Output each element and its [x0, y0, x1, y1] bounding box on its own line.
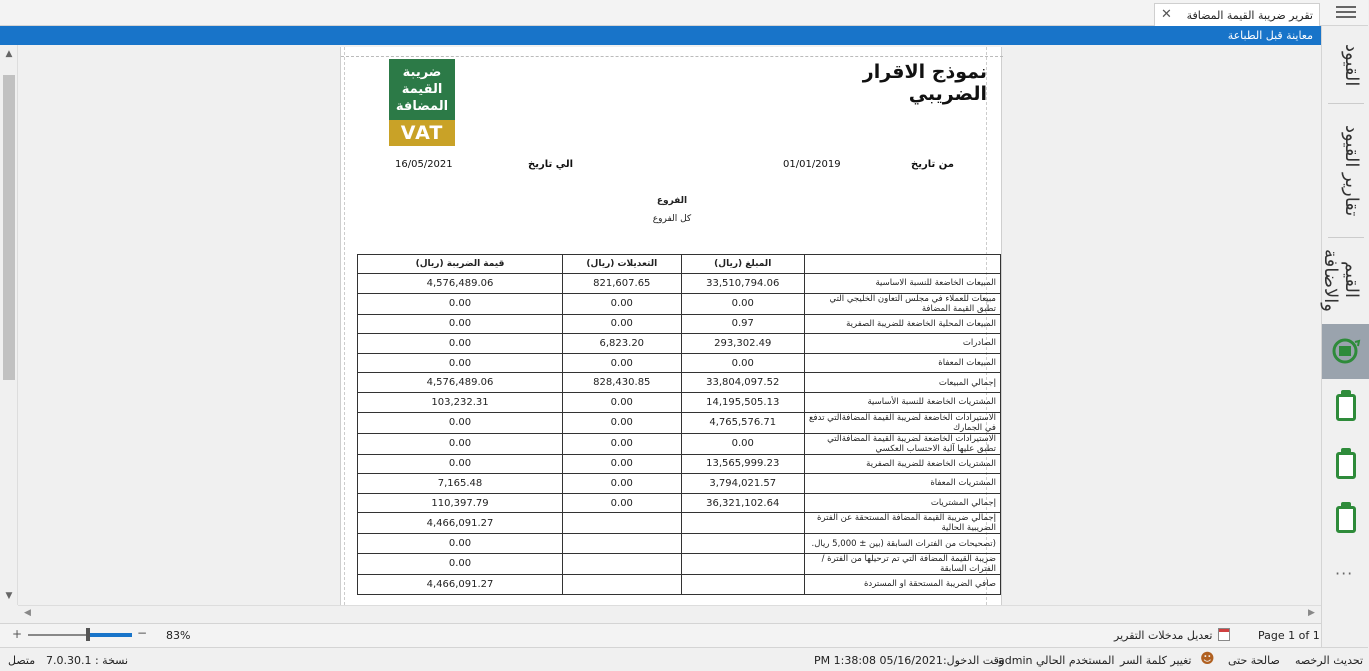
scroll-right-icon[interactable]: ▶ [1308, 608, 1315, 618]
page-margin-line [341, 56, 1003, 57]
row-value [681, 553, 804, 574]
row-value: 3,794,021.57 [681, 474, 804, 494]
table-row [358, 454, 1001, 474]
edit-report-inputs-button[interactable]: تعديل مدخلات التقرير [1114, 629, 1213, 642]
vat-logo [389, 59, 455, 146]
table-row [358, 274, 1001, 294]
row-value: 7,165.48 [358, 474, 563, 494]
row-value: 0.00 [358, 334, 563, 354]
sidebar-item-active[interactable] [1322, 324, 1369, 379]
report-tab-title: تقرير ضريبة القيمة المضافة [1186, 8, 1313, 22]
row-description: المبيعات الخاضعة للنسبة الاساسية [804, 274, 1000, 294]
table-row [358, 493, 1001, 513]
horizontal-scrollbar[interactable] [18, 605, 1321, 623]
license-valid-until: صالحة حتى [1228, 654, 1280, 667]
row-value: 828,430.85 [563, 373, 682, 393]
row-value: 0.00 [563, 293, 682, 314]
connection-status: متصل [8, 654, 36, 667]
row-value: 0.00 [563, 454, 682, 474]
viewer-status-bar [0, 623, 1321, 647]
current-user: المستخدم الحالي admin [998, 654, 1115, 667]
calendar-icon[interactable] [1218, 628, 1230, 641]
scroll-down-icon[interactable]: ▼ [5, 591, 13, 601]
row-value: 0.00 [563, 433, 682, 454]
print-preview-banner: معاينة قبل الطباعة [0, 26, 1321, 45]
row-description: إجمالي المبيعات [804, 373, 1000, 393]
row-value: 4,765,576.71 [681, 412, 804, 433]
from-date-label: من تاريخ [911, 159, 954, 170]
row-value: 293,302.49 [681, 334, 804, 354]
row-description: الاستيرادات الخاضعة لضريبة القيمة المضافةالتي تطبق عليها آلية الاحتساب العكسي [804, 433, 1000, 454]
row-value: 4,466,091.27 [358, 513, 563, 534]
row-value: 0.00 [358, 314, 563, 334]
table-row [358, 334, 1001, 354]
table-row [358, 392, 1001, 412]
branch-value: كل الفروع [652, 214, 692, 224]
row-value [563, 534, 682, 554]
scroll-left-icon[interactable]: ◀ [24, 608, 31, 618]
report-tab[interactable] [1154, 3, 1320, 26]
row-value: 4,466,091.27 [358, 574, 563, 594]
title-bar [0, 0, 1368, 26]
row-description: إجمالي المشتريات [804, 493, 1000, 513]
table-row [358, 553, 1001, 574]
row-value: 33,510,794.06 [681, 274, 804, 294]
row-value: 4,576,489.06 [358, 373, 563, 393]
table-row [358, 412, 1001, 433]
sidebar-divider [1328, 237, 1364, 238]
row-value: 0.00 [563, 353, 682, 373]
table-row [358, 474, 1001, 494]
vat-table [357, 254, 1001, 595]
app-status-bar [0, 647, 1368, 671]
row-value: 0.00 [681, 433, 804, 454]
row-description: صافي الضريبة المستحقة او المستردة [804, 574, 1000, 594]
clipboard-report-icon[interactable] [1333, 448, 1359, 480]
row-value: 0.00 [358, 293, 563, 314]
row-value: 13,565,999.23 [681, 454, 804, 474]
row-description: ضريبة القيمة المضافة التي تم ترحيلها من الفترة / الفترات السابقة [804, 553, 1000, 574]
row-description: المشتريات الخاضعة للضريبة الصفرية [804, 454, 1000, 474]
table-header-cell: التعديلات (ريال) [563, 255, 682, 274]
row-value: 0.00 [358, 433, 563, 454]
login-time: وقت الدخول:05/16/2021 1:38:08 PM [814, 654, 1005, 667]
table-row [358, 534, 1001, 554]
zoom-slider-fill [88, 633, 132, 637]
row-value: 0.00 [358, 353, 563, 373]
row-description: مبيعات للعملاء في مجلس التعاون الخليجي التي تطبق القيمة المضافة [804, 293, 1000, 314]
table-row [358, 574, 1001, 594]
users-icon[interactable]: ☻ [1200, 651, 1215, 667]
row-value: 0.00 [563, 474, 682, 494]
row-description: (تصحيحات من الفترات السابقة (بين ± 5,000 ريال. [804, 534, 1000, 554]
branch-label: الفروع [656, 196, 688, 206]
row-value [681, 513, 804, 534]
currency-refresh-icon [1322, 324, 1369, 379]
scrollbar-thumb[interactable] [3, 75, 15, 380]
change-password-link[interactable]: تغيير كلمة السر [1120, 654, 1192, 667]
row-value: 110,397.79 [358, 493, 563, 513]
row-value: 0.00 [358, 534, 563, 554]
scroll-up-icon[interactable]: ▲ [5, 49, 13, 59]
zoom-level: 83% [166, 629, 191, 642]
sidebar-divider [1328, 103, 1364, 104]
zoom-in-button[interactable]: + [12, 627, 23, 641]
row-value: 0.00 [681, 353, 804, 373]
row-value: 6,823.20 [563, 334, 682, 354]
row-value: 0.00 [563, 412, 682, 433]
table-header-row [358, 255, 1001, 274]
row-value: 14,195,505.13 [681, 392, 804, 412]
sidebar-item-values[interactable]: القيم والاضافة [1320, 248, 1362, 312]
table-row [358, 373, 1001, 393]
row-description: الاستيرادات الخاضعة لضريبة القيمة المضافةالتي تدفع في الجمارك [804, 412, 1000, 433]
table-row [358, 314, 1001, 334]
row-value: 33,804,097.52 [681, 373, 804, 393]
sidebar-item-entry-reports[interactable]: تقارير القيود [1341, 125, 1362, 217]
more-options-icon[interactable]: ··· [1335, 564, 1354, 583]
row-description: إجمالي ضريبة القيمة المضافة المستحقة عن الفترة الضريبية الحالية [804, 513, 1000, 534]
report-page [340, 47, 1002, 605]
row-value: 0.00 [563, 314, 682, 334]
zoom-out-button[interactable]: − [137, 626, 148, 640]
row-value: 103,232.31 [358, 392, 563, 412]
table-header-cell [804, 255, 1000, 274]
version-label: نسخة : 7.0.30.1 [46, 654, 129, 667]
to-date-value: 16/05/2021 [395, 159, 453, 170]
row-description: المبيعات المعفاة [804, 353, 1000, 373]
table-row [358, 293, 1001, 314]
row-value [563, 553, 682, 574]
row-value: 0.00 [358, 412, 563, 433]
page-count: Page 1 of 1 [1258, 629, 1320, 642]
zoom-slider-thumb[interactable] [86, 628, 90, 641]
sidebar-item-entries[interactable]: القيود [1341, 43, 1362, 87]
vat-logo-mark: VAT [389, 120, 455, 146]
row-value [681, 534, 804, 554]
vat-logo-arabic: ضريبة القيمة المضافة [389, 59, 455, 120]
table-header-cell: المبلغ (ريال) [681, 255, 804, 274]
row-value [563, 513, 682, 534]
table-row [358, 433, 1001, 454]
row-description: المبيعات المحلية الخاضعة للضريبة الصفرية [804, 314, 1000, 334]
page-margin-line [344, 47, 345, 605]
row-value: 0.97 [681, 314, 804, 334]
report-viewer [0, 45, 1321, 623]
table-row [358, 353, 1001, 373]
row-value: 0.00 [563, 392, 682, 412]
clipboard-list-icon[interactable] [1333, 390, 1359, 422]
row-description: الصادرات [804, 334, 1000, 354]
right-sidebar [1321, 26, 1368, 647]
clipboard-check-icon[interactable] [1333, 502, 1359, 534]
row-description: المشتريات الخاضعة للنسبة الأساسية [804, 392, 1000, 412]
row-value: 821,607.65 [563, 274, 682, 294]
row-value [563, 574, 682, 594]
update-license-link[interactable]: تحديث الرخصه [1295, 654, 1364, 667]
from-date-value: 01/01/2019 [783, 159, 841, 170]
row-value: 0.00 [563, 493, 682, 513]
row-value: 0.00 [358, 553, 563, 574]
row-value: 36,321,102.64 [681, 493, 804, 513]
vertical-scrollbar[interactable] [0, 45, 18, 605]
report-title: نموذج الاقرار الضريبي [862, 61, 987, 105]
hamburger-menu-icon[interactable] [1336, 6, 1356, 20]
row-value: 0.00 [681, 293, 804, 314]
table-header-cell: قيمة الضريبة (ريال) [358, 255, 563, 274]
to-date-label: الي تاريخ [528, 159, 574, 170]
row-value: 4,576,489.06 [358, 274, 563, 294]
row-value [681, 574, 804, 594]
row-description: المشتريات المعفاة [804, 474, 1000, 494]
close-icon[interactable]: ✕ [1161, 7, 1172, 22]
row-value: 0.00 [358, 454, 563, 474]
table-row [358, 513, 1001, 534]
